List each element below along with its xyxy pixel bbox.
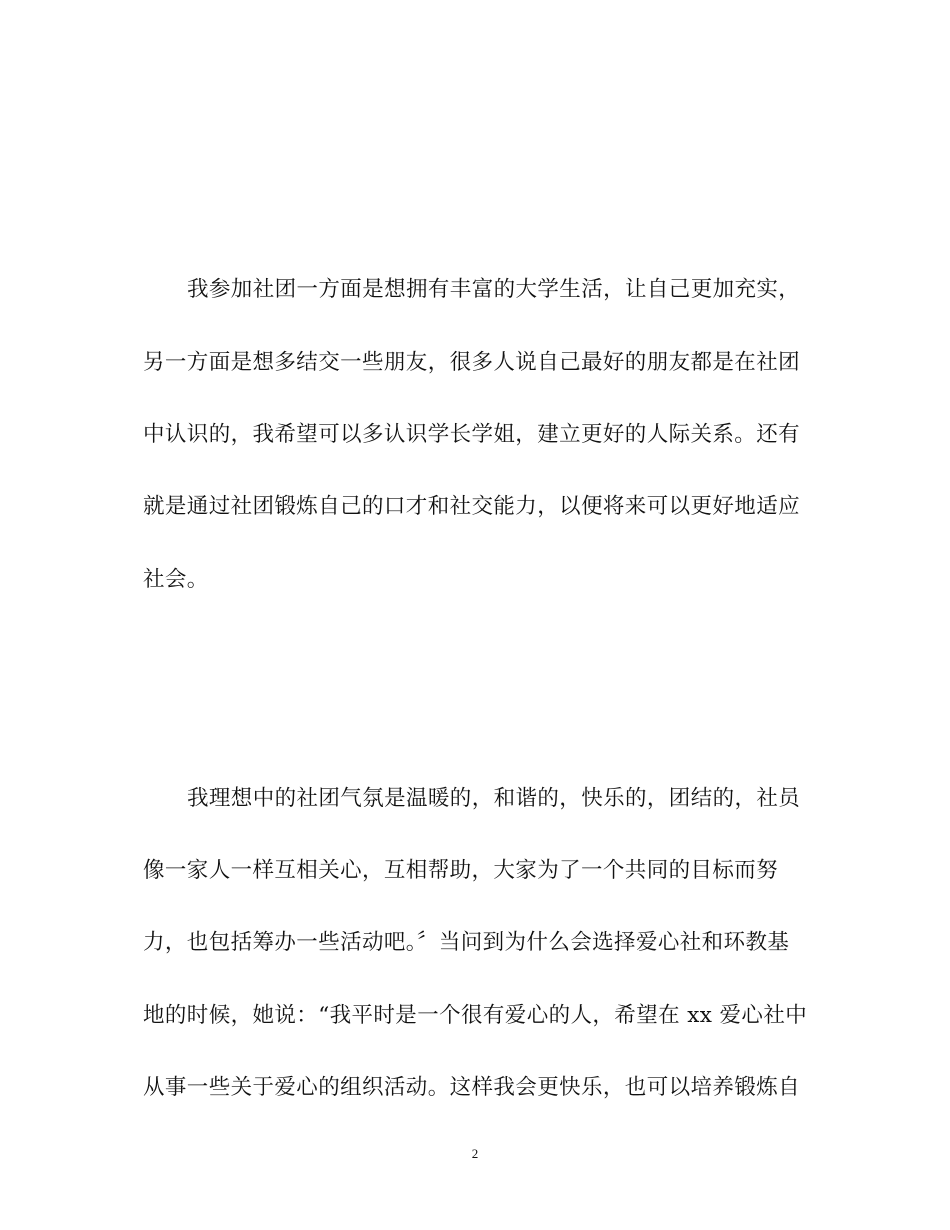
- paragraph-2-line-3: 力，也包括筹办一些活动吧。〞当问到为什么会选择爱心社和环教基: [143, 930, 790, 955]
- paragraph-1-line-5: 社会。: [143, 567, 209, 592]
- paragraph-2-line-4: 地的时候，她说：“我平时是一个很有爱心的人，希望在 xx 爱心社中: [143, 1003, 808, 1028]
- paragraph-1-line-2: 另一方面是想多结交一些朋友，很多人说自己最好的朋友都是在社团: [143, 350, 801, 375]
- paragraph-2-line-1: 我理想中的社团气氛是温暖的，和谐的，快乐的，团结的，社员: [187, 786, 801, 811]
- paragraph-1-line-3: 中认识的，我希望可以多认识学长学姐，建立更好的人际关系。还有: [143, 422, 801, 447]
- paragraph-2-line-2: 像一家人一样互相关心，互相帮助，大家为了一个共同的目标而努: [143, 858, 779, 883]
- paragraph-1-line-4: 就是通过社团锻炼自己的口才和社交能力，以便将来可以更好地适应: [143, 494, 801, 519]
- paragraph-2-line-5: 从事一些关于爱心的组织活动。这样我会更快乐，也可以培养锻炼自: [143, 1075, 801, 1100]
- paragraph-1-line-1: 我参加社团一方面是想拥有丰富的大学生活，让自己更加充实，: [187, 277, 801, 302]
- page-number: 2: [471, 1146, 479, 1161]
